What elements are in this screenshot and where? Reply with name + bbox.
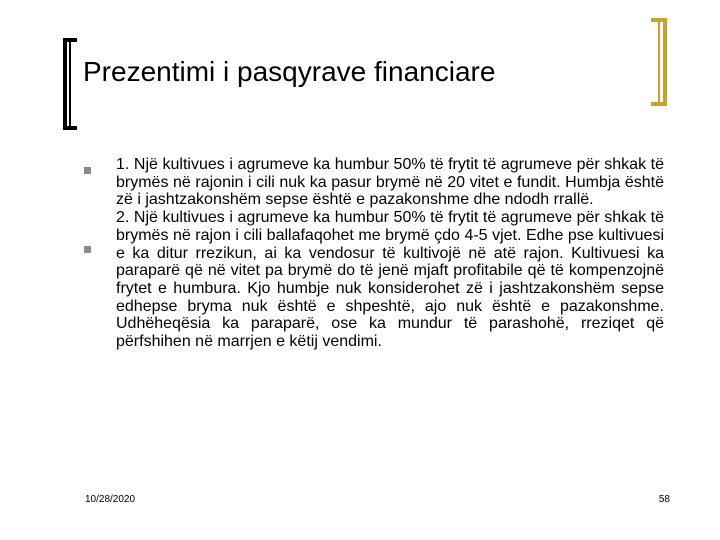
square-bullet-icon (84, 246, 91, 253)
page-number: 58 (658, 494, 670, 505)
footer-date: 10/28/2020 (85, 494, 136, 505)
bullet-item-2: 2. Një kultivues i agrumeve ka humbur 50% të frytit të agrumeve për shkak të brymës në rajon i cili ballafaqohet me brymë çdo 4-5 vjet. Edhe pse kultivuesi e ka ditur rrezikun, ai ka vendosur të kultivojë në atë rajon. Kultivuesi ka paraparë që në vitet pa brymë do të jenë mjaft profitabile që të kompenzojnë frytet e humbura. Kjo humbje nuk konsiderohet zë i jashtzakonshëm sepse edhepse bryma nuk është e shpeshtë, ajo nuk është e pazakonshme. Udhëheqësia ka paraparë, ose ka mundur të parashohë, rreziqet që përfshihen në marrjen e këtij vendimi. (116, 209, 664, 351)
slide-body (116, 156, 664, 351)
slide-title: Prezentimi i pasqyrave financiare (83, 56, 496, 87)
bullet-item-1: 1. Një kultivues i agrumeve ka humbur 50% të frytit të agrumeve për shkak të brymës në rajonin i cili nuk ka pasur brymë në 20 vitet e fundit. Humbja është zë i jashtzakonshëm sepse është e pazakonshme dhe ndodh rrallë. (116, 156, 664, 209)
square-bullet-icon (84, 167, 91, 174)
left-bracket-inner-line (69, 38, 71, 130)
right-bracket-inner-line (658, 18, 660, 106)
